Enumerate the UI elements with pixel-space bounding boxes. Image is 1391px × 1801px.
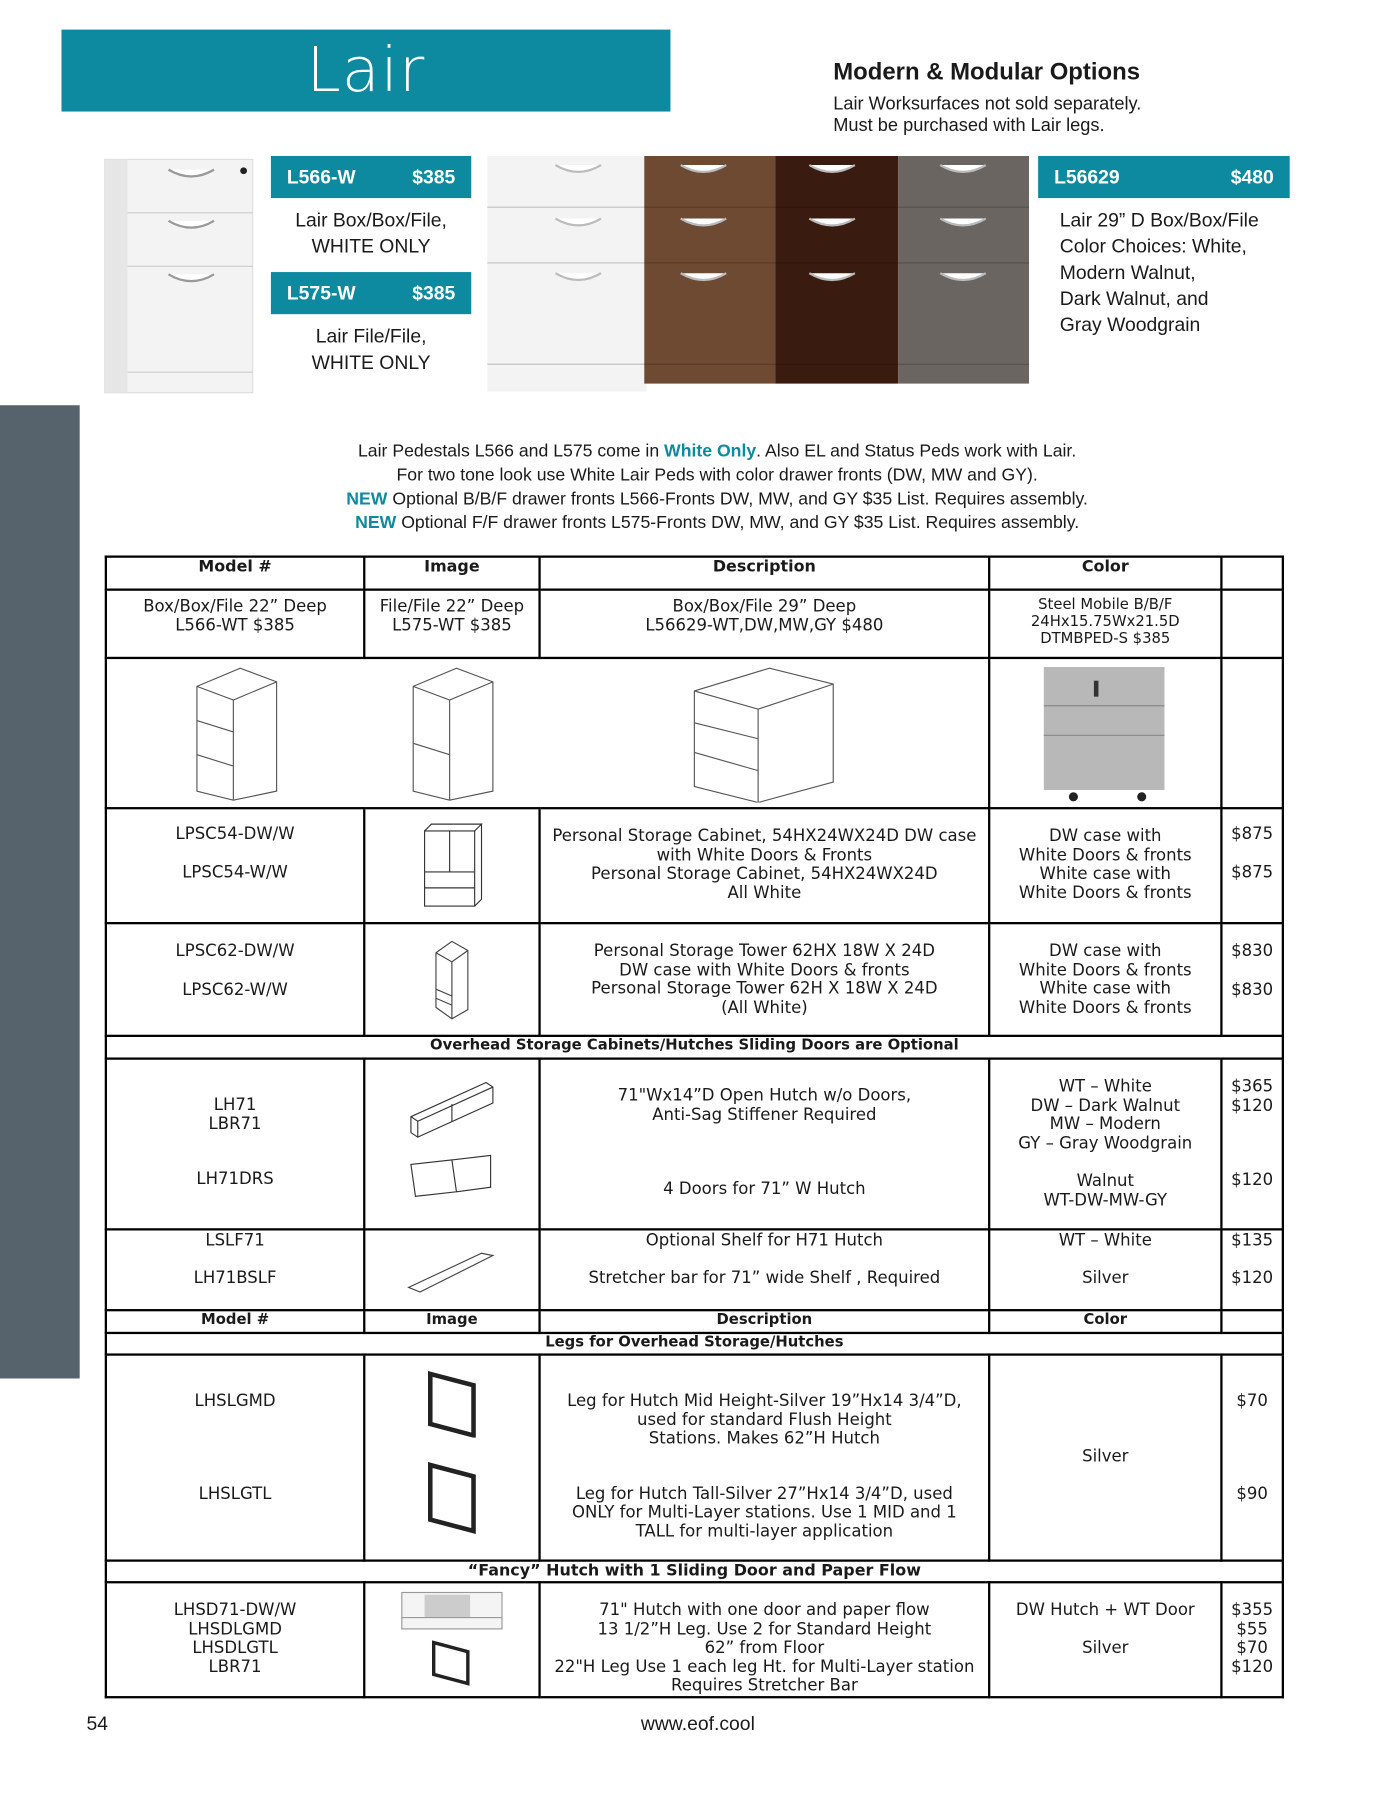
header-row (106, 557, 1283, 590)
t: Box/Box/File 22” Deep (143, 597, 327, 616)
cell (1221, 1229, 1282, 1310)
cell (540, 923, 990, 1036)
cell (364, 1059, 539, 1230)
white-pedestal-image (100, 156, 259, 397)
model: LHSLGTL (198, 1484, 272, 1504)
page-title: Lair (306, 34, 426, 106)
subheading (833, 93, 1141, 136)
cell (989, 658, 1221, 808)
t: Personal Storage Tower 62H X 18W X 24D (591, 980, 938, 999)
t: 71" Hutch with one door and paper flow (599, 1601, 930, 1620)
cell (540, 590, 990, 658)
t: L575-WT $385 (392, 616, 512, 635)
note-line (171, 487, 1264, 511)
t: ONLY for Multi-Layer stations. Use 1 MID and 1 (571, 1503, 957, 1522)
model: LHSDLGMD (188, 1620, 282, 1639)
model: L575-W (286, 281, 356, 304)
page-number: 54 (86, 1713, 109, 1735)
highlight: White Only (664, 441, 757, 462)
section-row (106, 1561, 1283, 1583)
price: $135 (1231, 1231, 1274, 1250)
t: WT-DW-MW-GY (1043, 1191, 1168, 1210)
t: 13 1/2”H Leg. Use 2 for Standard Height (597, 1620, 932, 1639)
section-row (106, 1333, 1283, 1355)
t: White case with (1039, 980, 1172, 999)
price: $365 (1231, 1077, 1274, 1097)
cell (540, 1582, 990, 1696)
t: Optional Shelf for H71 Hutch (645, 1231, 884, 1250)
pedestal-drawing (406, 664, 497, 803)
price: $830 (1231, 942, 1274, 961)
col-price (1221, 1310, 1282, 1333)
price: $55 (1236, 1620, 1268, 1639)
cell (106, 658, 364, 808)
col-price (1221, 557, 1282, 590)
t: Silver (1082, 1268, 1129, 1287)
price: $70 (1236, 1392, 1268, 1411)
t: TALL for multi-layer application (635, 1522, 894, 1541)
image-row (106, 658, 1283, 808)
shelf-drawing (406, 1246, 497, 1296)
open-hutch-drawing (406, 1076, 497, 1144)
cell (540, 808, 990, 923)
col-image: Image (364, 1310, 539, 1333)
text: Lair Pedestals L566 and L575 come in (357, 441, 665, 462)
table-row (106, 808, 1283, 923)
table-row (106, 1355, 1283, 1561)
sub-line: Lair Worksurfaces not sold separately. (833, 94, 1142, 114)
t: All White (727, 883, 802, 903)
cell (989, 1582, 1221, 1696)
cell (1221, 590, 1282, 658)
website-link[interactable]: www.eof.cool (640, 1713, 755, 1735)
t: Leg for Hutch Mid Height-Silver 19”Hx14 3/4”D, (567, 1392, 962, 1411)
price-tag-l56629 (1038, 156, 1290, 198)
cell: Silver (989, 1355, 1221, 1561)
table-row (106, 1059, 1283, 1230)
t: used for standard Flush Height (636, 1410, 892, 1430)
hutch-doors-drawing (406, 1151, 497, 1201)
col-description: Description (540, 557, 990, 590)
table-row (106, 1582, 1283, 1696)
price: $830 (1231, 980, 1274, 999)
cell (540, 1355, 990, 1561)
model: LPSC54-W/W (182, 863, 288, 882)
desc-line: Modern Walnut, (1059, 261, 1196, 284)
price: $480 (1230, 165, 1274, 188)
col-color: Color (989, 1310, 1221, 1333)
price: $875 (1231, 863, 1274, 882)
color-pedestals-image (487, 156, 1033, 397)
t: Leg for Hutch Tall-Silver 27”Hx14 3/4”D, used (575, 1484, 953, 1504)
price: $355 (1231, 1601, 1274, 1620)
t: File/File 22” Deep (379, 597, 525, 616)
section-heading: Modern & Modular Options (833, 59, 1140, 86)
cell (106, 1582, 364, 1696)
title-banner (61, 30, 670, 112)
t: Box/Box/File 29” Deep (672, 597, 857, 616)
storage-cabinet-drawing (420, 821, 484, 910)
section-title: “Fancy” Hutch with 1 Sliding Door and Paper Flow (106, 1561, 1283, 1583)
desc-line: Dark Walnut, and (1059, 287, 1209, 310)
t: Stretcher bar for 71” wide Shelf , Required (588, 1268, 941, 1287)
cell (1221, 1355, 1282, 1561)
t: Personal Storage Tower 62HX 18W X 24D (593, 942, 935, 961)
desc-line: Lair Box/Box/File, (295, 209, 447, 232)
desc-line: Color Choices: White, (1059, 235, 1247, 258)
price-tag-l566 (271, 156, 471, 198)
cell (364, 1355, 539, 1561)
steel-pedestal-image (1039, 662, 1171, 803)
cell (364, 808, 539, 923)
fancy-hutch-drawing (400, 1590, 505, 1631)
model: L566-W (286, 165, 356, 188)
cell (540, 1229, 990, 1310)
price: $70 (1236, 1639, 1268, 1658)
t: DW case with (1049, 827, 1162, 846)
cell (1221, 923, 1282, 1036)
t: White case with (1039, 865, 1172, 884)
t: 4 Doors for 71” W Hutch (663, 1180, 866, 1199)
model: LHSD71-DW/W (173, 1601, 297, 1620)
t: DW – Dark Walnut (1030, 1096, 1181, 1115)
desc-line: WHITE ONLY (311, 235, 431, 258)
col-image: Image (364, 557, 539, 590)
pedestal-drawing (690, 664, 838, 803)
product-desc (271, 207, 471, 259)
t: Anti-Sag Stiffener Required (652, 1105, 877, 1125)
model: LPSC62-DW/W (175, 942, 295, 961)
cell (364, 658, 539, 808)
cell (1221, 808, 1282, 923)
cell (106, 923, 364, 1036)
note-line (171, 511, 1264, 535)
cell (106, 1355, 364, 1561)
cell (106, 590, 364, 658)
cell (106, 1059, 364, 1230)
cell (364, 923, 539, 1036)
side-strip (0, 405, 80, 1378)
cell (1221, 1582, 1282, 1696)
model: LPSC62-W/W (182, 980, 288, 999)
section-row (106, 1036, 1283, 1059)
t: DW case with White Doors & fronts (619, 961, 910, 980)
t: White Doors & fronts (1018, 883, 1192, 903)
t: 22"H Leg Use 1 each leg Ht. for Multi-Layer station (554, 1657, 975, 1677)
price: $90 (1236, 1484, 1268, 1504)
note-line (171, 439, 1264, 463)
t: DTMBPED-S $385 (1040, 630, 1171, 648)
model: LHSLGMD (194, 1392, 276, 1411)
cell (364, 1582, 539, 1696)
leg-tall-drawing (423, 1460, 480, 1535)
price: $385 (412, 281, 456, 304)
t: MW – Modern (1049, 1115, 1161, 1134)
price-tag-l575 (271, 272, 471, 314)
t: White Doors & fronts (1018, 998, 1192, 1018)
text: . Also EL and Status Peds work with Lair. (756, 441, 1077, 462)
price: $385 (412, 165, 456, 188)
t: with White Doors & Fronts (656, 846, 873, 865)
price: $875 (1231, 825, 1274, 844)
cell (106, 1229, 364, 1310)
model: LPSC54-DW/W (175, 825, 295, 844)
text: Optional F/F drawer fronts L575-Fronts DW, MW, and GY $35 List. Requires assembly. (396, 513, 1080, 533)
cell (106, 808, 364, 923)
col-color: Color (989, 557, 1221, 590)
price: $120 (1231, 1268, 1274, 1287)
cell (540, 1059, 990, 1230)
cell (989, 808, 1221, 923)
t: GY – Gray Woodgrain (1018, 1134, 1193, 1153)
t: Steel Mobile B/B/F (1038, 596, 1173, 614)
table-row (106, 590, 1283, 658)
t: 71"Wx14”D Open Hutch w/o Doors, (617, 1087, 912, 1106)
price: $120 (1231, 1096, 1274, 1115)
spec-table (105, 555, 1284, 1697)
t: Silver (1082, 1638, 1129, 1657)
cell (1221, 1059, 1282, 1230)
leg-drawing (429, 1638, 475, 1688)
t: DW Hutch + WT Door (1015, 1601, 1195, 1620)
desc-line: Lair 29” D Box/Box/File (1059, 209, 1259, 232)
t: Stations. Makes 62”H Hutch (648, 1429, 880, 1448)
pedestal-drawing (190, 664, 281, 803)
cell (989, 1059, 1221, 1230)
leg-mid-drawing (423, 1369, 480, 1437)
price: $120 (1231, 1171, 1274, 1190)
text: Optional B/B/F drawer fronts L566-Fronts DW, MW, and GY $35 List. Requires assembly. (387, 489, 1088, 509)
cell (989, 923, 1221, 1036)
desc-line: Gray Woodgrain (1059, 314, 1201, 336)
header-row (106, 1310, 1283, 1333)
product-desc (1060, 207, 1288, 338)
price: $120 (1231, 1657, 1274, 1677)
desc-line: WHITE ONLY (311, 351, 431, 374)
section-title: Legs for Overhead Storage/Hutches (106, 1333, 1283, 1355)
table-row (106, 923, 1283, 1036)
storage-tower-drawing (431, 939, 472, 1021)
t: WT – White (1058, 1231, 1152, 1250)
cell (989, 590, 1221, 658)
t: (All White) (721, 998, 808, 1018)
model: LH71DRS (196, 1170, 274, 1189)
model: L56629 (1054, 165, 1120, 188)
t: Walnut (1076, 1172, 1134, 1191)
t: White Doors & fronts (1018, 846, 1192, 865)
model: LH71 (213, 1096, 257, 1115)
notes (171, 439, 1264, 535)
t: 62” from Floor (704, 1639, 825, 1658)
model: LSLF71 (205, 1231, 265, 1250)
cell (989, 1229, 1221, 1310)
t: Personal Storage Cabinet, 54HX24WX24D (591, 865, 938, 884)
cell (1221, 658, 1282, 808)
note-line: For two tone look use White Lair Peds with color drawer fronts (DW, MW and GY). (396, 465, 1038, 485)
cell (364, 590, 539, 658)
new-badge: NEW (346, 489, 388, 509)
cell (540, 658, 990, 808)
new-badge: NEW (355, 513, 397, 533)
model: LBR71 (208, 1114, 262, 1134)
desc-line: Lair File/File, (315, 325, 427, 348)
table-row (106, 1229, 1283, 1310)
sub-line: Must be purchased with Lair legs. (833, 116, 1105, 136)
t: Requires Stretcher Bar (670, 1676, 858, 1695)
section-title: Overhead Storage Cabinets/Hutches Sliding Doors are Optional (106, 1036, 1283, 1059)
t: DW case with (1049, 942, 1162, 961)
t: L56629-WT,DW,MW,GY $480 (645, 616, 884, 635)
t: L566-WT $385 (175, 616, 295, 635)
col-model: Model # (106, 1310, 364, 1333)
col-model: Model # (106, 557, 364, 590)
col-description: Description (540, 1310, 990, 1333)
model: LBR71 (208, 1657, 262, 1677)
t: White Doors & fronts (1018, 961, 1192, 980)
model: LH71BSLF (193, 1268, 277, 1287)
t: WT – White (1058, 1077, 1152, 1097)
product-desc (271, 323, 471, 375)
t: Personal Storage Cabinet, 54HX24WX24D DW case (552, 827, 977, 846)
cell (364, 1229, 539, 1310)
t: 24Hx15.75Wx21.5D (1030, 613, 1180, 631)
model: LHSDLGTL (192, 1639, 278, 1658)
